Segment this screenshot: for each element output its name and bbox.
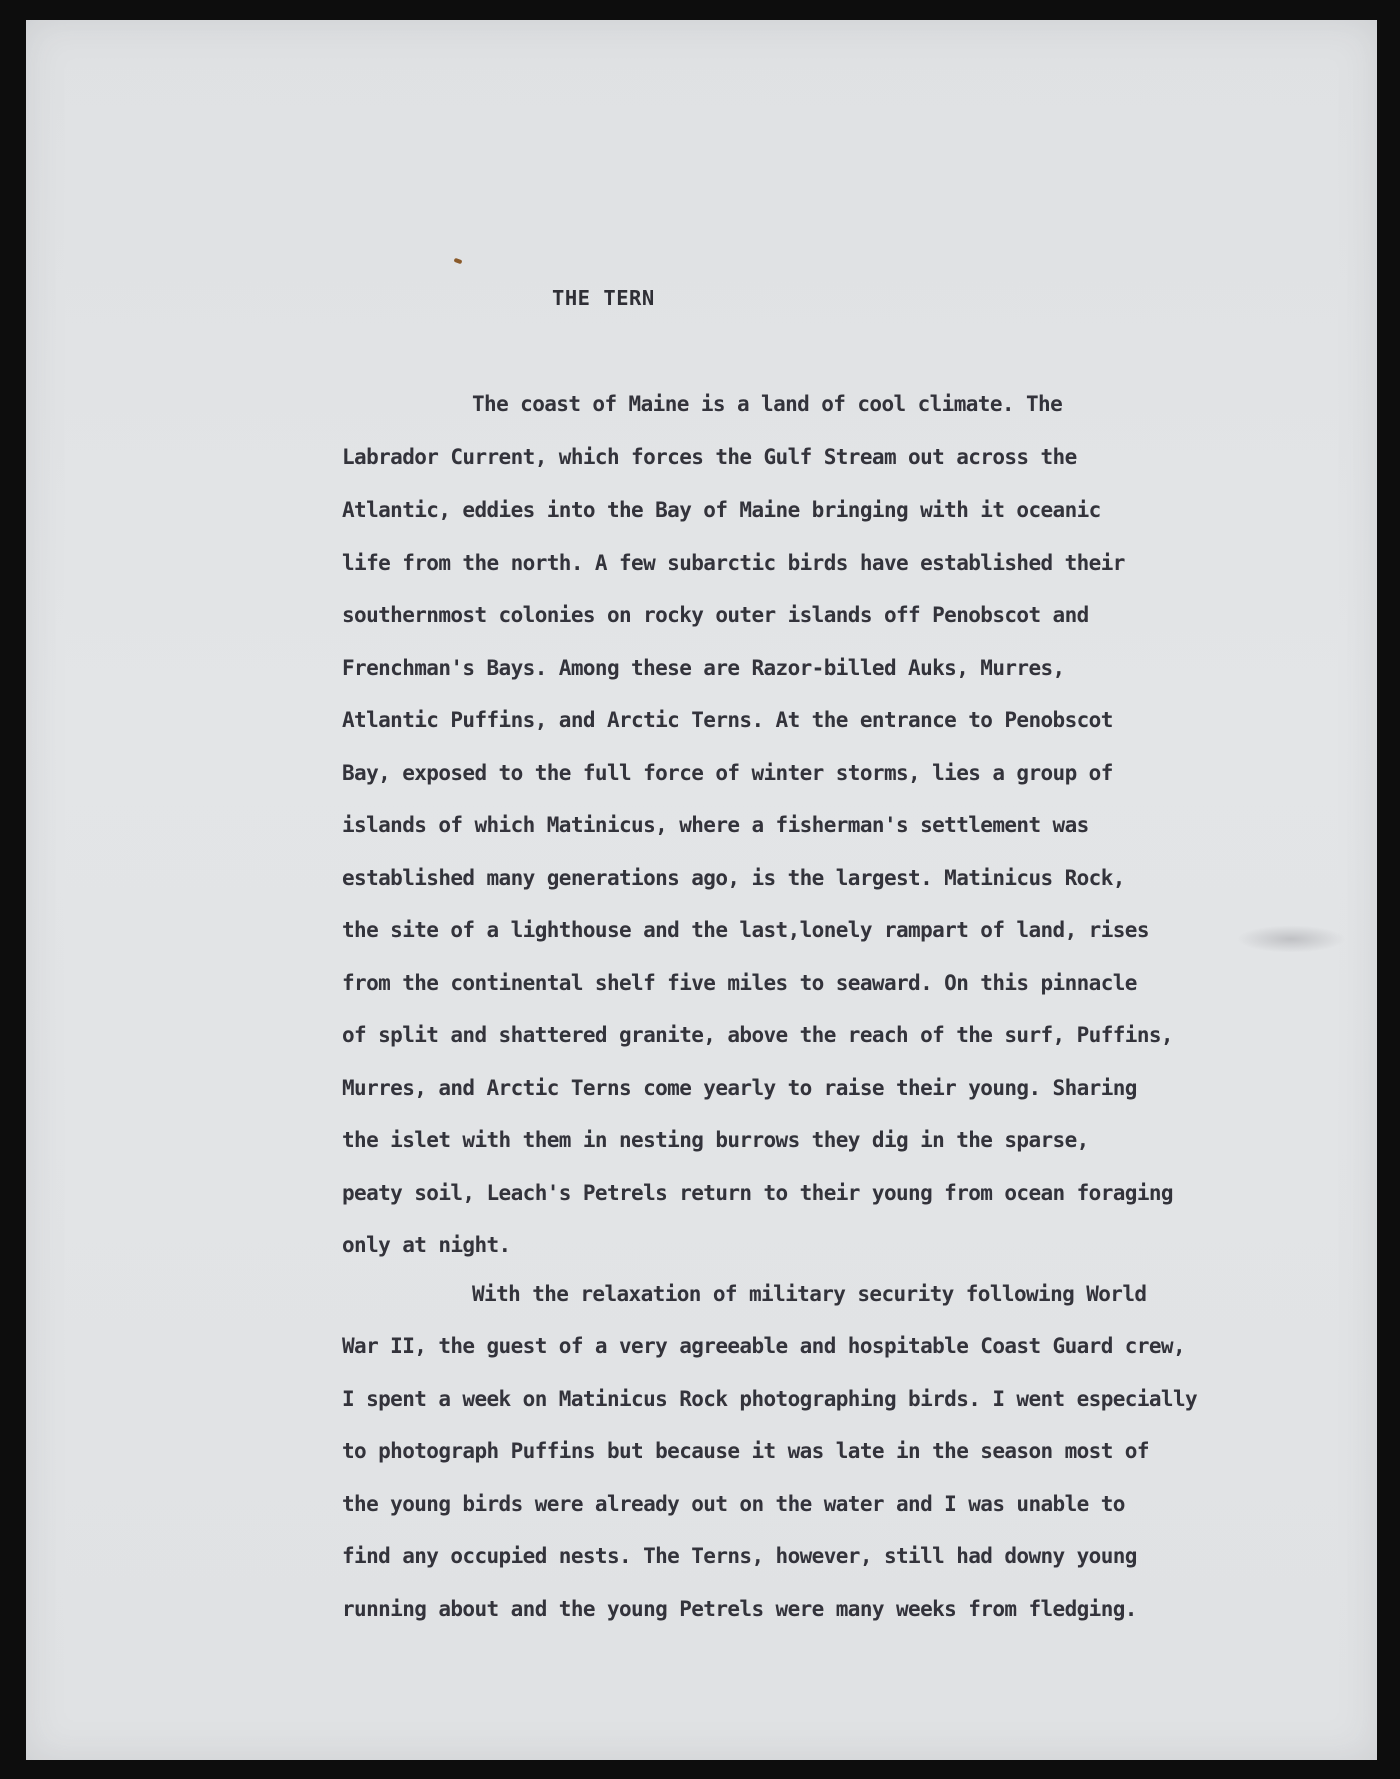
- paragraph-1-line: Bay, exposed to the full force of winter storms, lies a group of: [342, 761, 1113, 785]
- paragraph-1-line: The coast of Maine is a land of cool climate. The: [472, 392, 1063, 416]
- paragraph-2-line: the young birds were already out on the water and I was unable to: [342, 1492, 1125, 1516]
- paragraph-1-line: peaty soil, Leach's Petrels return to their young from ocean foraging: [342, 1181, 1173, 1205]
- paragraph-2-line: I spent a week on Matinicus Rock photographing birds. I went especially: [342, 1387, 1198, 1411]
- paragraph-1-line: from the continental shelf five miles to seaward. On this pinnacle: [342, 971, 1137, 995]
- paragraph-1-line: southernmost colonies on rocky outer islands off Penobscot and: [342, 603, 1089, 627]
- paragraph-1-line: Labrador Current, which forces the Gulf Stream out across the: [342, 445, 1077, 469]
- paragraph-1-line: Frenchman's Bays. Among these are Razor-billed Auks, Murres,: [342, 656, 1065, 680]
- paper-smudge: [1236, 925, 1346, 953]
- paragraph-1-line: life from the north. A few subarctic birds have established their: [342, 551, 1125, 575]
- paragraph-1-line: the site of a lighthouse and the last,lonely rampart of land, rises: [342, 918, 1149, 942]
- paragraph-2-line: War II, the guest of a very agreeable and hospitable Coast Guard crew,: [342, 1334, 1186, 1358]
- paragraph-1-line: Atlantic Puffins, and Arctic Terns. At the entrance to Penobscot: [342, 708, 1113, 732]
- paragraph-2-line: running about and the young Petrels were many weeks from fledging.: [342, 1597, 1137, 1621]
- paragraph-2-line: With the relaxation of military security following World: [472, 1282, 1147, 1306]
- paragraph-2-line: to photograph Puffins but because it was late in the season most of: [342, 1439, 1149, 1463]
- paragraph-1-line: the islet with them in nesting burrows they dig in the sparse,: [342, 1128, 1089, 1152]
- paragraph-1-line: islands of which Matinicus, where a fisherman's settlement was: [342, 813, 1089, 837]
- paragraph-1-line: of split and shattered granite, above the reach of the surf, Puffins,: [342, 1023, 1173, 1047]
- stray-ink-mark: [454, 258, 463, 264]
- paragraph-1-line: established many generations ago, is the largest. Matinicus Rock,: [342, 866, 1125, 890]
- paragraph-1-line: Atlantic, eddies into the Bay of Maine bringing with it oceanic: [342, 498, 1101, 522]
- document-title: THE TERN: [552, 286, 655, 310]
- paragraph-1-line: only at night.: [342, 1233, 511, 1257]
- paragraph-2-line: find any occupied nests. The Terns, however, still had downy young: [342, 1544, 1137, 1568]
- paragraph-1-line: Murres, and Arctic Terns come yearly to raise their young. Sharing: [342, 1076, 1137, 1100]
